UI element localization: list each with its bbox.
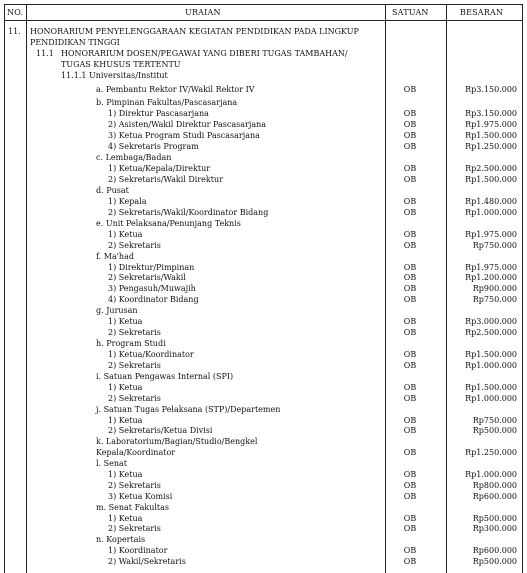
row-satuan: OB bbox=[403, 317, 417, 326]
section-number: 11. bbox=[8, 27, 21, 36]
row-besaran: Rp1.500.000 bbox=[465, 131, 517, 140]
header-satuan: SATUAN bbox=[392, 8, 429, 17]
row-label: 1) Koordinator bbox=[108, 546, 168, 555]
section-title-line1: HONORARIUM PENYELENGGARAAN KEGIATAN PENDIDIKAN PADA LINGKUP bbox=[30, 27, 359, 36]
row-label: 2) Sekretaris/Ketua Divisi bbox=[108, 426, 213, 435]
row-satuan: OB bbox=[403, 328, 417, 337]
row-besaran: Rp1.480.000 bbox=[465, 197, 517, 206]
row-satuan: OB bbox=[403, 263, 417, 272]
row-label: 2) Sekretaris bbox=[108, 481, 161, 490]
category-label: n. Kopertais bbox=[96, 535, 146, 544]
row-label: 2) Sekretaris bbox=[108, 524, 161, 533]
category-label: d. Pusat bbox=[96, 186, 129, 195]
row-label: 4) Koordinator Bidang bbox=[108, 295, 199, 304]
row-label: 1) Direktur Pascasarjana bbox=[108, 109, 209, 118]
row-satuan: OB bbox=[403, 394, 417, 403]
row-label: 1) Ketua/Kepala/Direktur bbox=[108, 164, 211, 173]
row-label: Kepala/Koordinator bbox=[96, 448, 176, 457]
row-satuan: OB bbox=[403, 208, 417, 217]
row-besaran: Rp750.000 bbox=[472, 416, 517, 425]
row-satuan: OB bbox=[403, 546, 417, 555]
category-label: m. Senat Fakultas bbox=[96, 503, 169, 512]
row-besaran: Rp2.500.000 bbox=[465, 164, 517, 173]
row-label: 2) Sekretaris bbox=[108, 361, 161, 370]
subsection-title-line2: TUGAS KHUSUS TERTENTU bbox=[61, 60, 181, 69]
row-satuan: OB bbox=[403, 131, 417, 140]
category-label: l. Senat bbox=[96, 459, 127, 468]
row-satuan: OB bbox=[403, 492, 417, 501]
row-besaran: Rp300.000 bbox=[472, 524, 517, 533]
row-satuan: OB bbox=[403, 481, 417, 490]
header-no: NO. bbox=[7, 8, 24, 17]
row-label: 2) Sekretaris bbox=[108, 394, 161, 403]
row-satuan: OB bbox=[403, 197, 417, 206]
row-besaran: Rp1.500.000 bbox=[465, 383, 517, 392]
row-satuan: OB bbox=[403, 448, 417, 457]
row-label: 2) Asisten/Wakil Direktur Pascasarjana bbox=[108, 120, 267, 129]
row-besaran: Rp3.000.000 bbox=[465, 317, 517, 326]
col-divider-no bbox=[26, 4, 27, 573]
row-besaran: Rp1.200.000 bbox=[465, 273, 517, 282]
row-label: 1) Direktur/Pimpinan bbox=[108, 263, 195, 272]
row-besaran: Rp2.500.000 bbox=[465, 328, 517, 337]
row-satuan: OB bbox=[403, 350, 417, 359]
row-satuan: OB bbox=[403, 470, 417, 479]
row-besaran: Rp1.000.000 bbox=[465, 361, 517, 370]
row-satuan: OB bbox=[403, 164, 417, 173]
row-satuan: OB bbox=[403, 273, 417, 282]
row-satuan: OB bbox=[403, 241, 417, 250]
row-label: 2) Sekretaris/Wakil bbox=[108, 273, 186, 282]
table-right-border bbox=[522, 4, 523, 573]
category-label: e. Unit Pelaksana/Penunjang Teknis bbox=[96, 219, 241, 228]
row-satuan: OB bbox=[403, 426, 417, 435]
category-label: b. Pimpinan Fakultas/Pascasarjana bbox=[96, 98, 238, 107]
row-satuan: OB bbox=[403, 416, 417, 425]
row-besaran: Rp1.975.000 bbox=[465, 120, 517, 129]
row-label: 4) Sekretaris Program bbox=[108, 142, 199, 151]
row-besaran: Rp1.500.000 bbox=[465, 175, 517, 184]
category-label: k. Laboratorium/Bagian/Studio/Bengkel bbox=[96, 437, 258, 446]
category-label: g. Jurusan bbox=[96, 306, 138, 315]
row-satuan: OB bbox=[403, 557, 417, 566]
row-satuan: OB bbox=[403, 120, 417, 129]
category-label: i. Satuan Pengawas Internal (SPI) bbox=[96, 372, 234, 381]
row-besaran: Rp1.000.000 bbox=[465, 394, 517, 403]
row-besaran: Rp3.150.000 bbox=[465, 85, 517, 94]
row-label: 1) Ketua bbox=[108, 514, 143, 523]
row-besaran: Rp1.975.000 bbox=[465, 230, 517, 239]
row-satuan: OB bbox=[403, 85, 417, 94]
row-besaran: Rp800.000 bbox=[472, 481, 517, 490]
row-label: 2) Sekretaris/Wakil/Koordinator Bidang bbox=[108, 208, 269, 217]
category-label: j. Satuan Tugas Pelaksana (STP)/Departemen bbox=[96, 405, 281, 414]
row-besaran: Rp3.150.000 bbox=[465, 109, 517, 118]
row-label: 1) Ketua bbox=[108, 416, 143, 425]
row-besaran: Rp1.000.000 bbox=[465, 208, 517, 217]
row-besaran: Rp500.000 bbox=[472, 557, 517, 566]
category-label: f. Ma'had bbox=[96, 252, 134, 261]
row-besaran: Rp1.250.000 bbox=[465, 448, 517, 457]
row-satuan: OB bbox=[403, 230, 417, 239]
header-uraian: URAIAN bbox=[185, 8, 221, 17]
row-label: 2) Sekretaris bbox=[108, 241, 161, 250]
row-besaran: Rp500.000 bbox=[472, 514, 517, 523]
row-label: 2) Sekretaris/Wakil Direktur bbox=[108, 175, 223, 184]
row-besaran: Rp1.975.000 bbox=[465, 263, 517, 272]
subsection-number: 11.1 bbox=[36, 49, 54, 58]
row-besaran: Rp750.000 bbox=[472, 241, 517, 250]
row-besaran: Rp750.000 bbox=[472, 295, 517, 304]
subsubsection-title: 11.1.1 Universitas/Institut bbox=[61, 71, 168, 80]
row-besaran: Rp1.250.000 bbox=[465, 142, 517, 151]
row-besaran: Rp900.000 bbox=[472, 284, 517, 293]
row-label: 1) Ketua/Koordinator bbox=[108, 350, 194, 359]
row-label: 1) Ketua bbox=[108, 470, 143, 479]
row-satuan: OB bbox=[403, 524, 417, 533]
row-label: 3) Pengasuh/Muwajih bbox=[108, 284, 196, 293]
row-label: 2) Sekretaris bbox=[108, 328, 161, 337]
row-besaran: Rp1.000.000 bbox=[465, 470, 517, 479]
col-divider-satuan bbox=[446, 4, 447, 573]
row-label: 1) Ketua bbox=[108, 230, 143, 239]
row-besaran: Rp500.000 bbox=[472, 426, 517, 435]
row-satuan: OB bbox=[403, 361, 417, 370]
row-label: 3) Ketua Komisi bbox=[108, 492, 173, 501]
row-label: 3) Ketua Program Studi Pascasarjana bbox=[108, 131, 260, 140]
row-label: 1) Ketua bbox=[108, 383, 143, 392]
category-label: c. Lembaga/Badan bbox=[96, 153, 172, 162]
header-besaran: BESARAN bbox=[460, 8, 504, 17]
row-label: 2) Wakil/Sekretaris bbox=[108, 557, 186, 566]
row-label: 1) Kepala bbox=[108, 197, 147, 206]
row-satuan: OB bbox=[403, 295, 417, 304]
row-satuan: OB bbox=[403, 175, 417, 184]
row-besaran: Rp600.000 bbox=[472, 492, 517, 501]
subsection-title-line1: HONORARIUM DOSEN/PEGAWAI YANG DIBERI TUGAS TAMBAHAN/ bbox=[61, 49, 348, 58]
row-besaran: Rp1.500.000 bbox=[465, 350, 517, 359]
row-label: a. Pembantu Rektor IV/Wakil Rektor IV bbox=[96, 85, 255, 94]
row-satuan: OB bbox=[403, 514, 417, 523]
section-title-line2: PENDIDIKAN TINGGI bbox=[30, 38, 120, 47]
row-satuan: OB bbox=[403, 109, 417, 118]
row-satuan: OB bbox=[403, 142, 417, 151]
table-left-border bbox=[4, 4, 5, 573]
category-label: h. Program Studi bbox=[96, 339, 166, 348]
row-label: 1) Ketua bbox=[108, 317, 143, 326]
row-satuan: OB bbox=[403, 284, 417, 293]
row-besaran: Rp600.000 bbox=[472, 546, 517, 555]
row-satuan: OB bbox=[403, 383, 417, 392]
